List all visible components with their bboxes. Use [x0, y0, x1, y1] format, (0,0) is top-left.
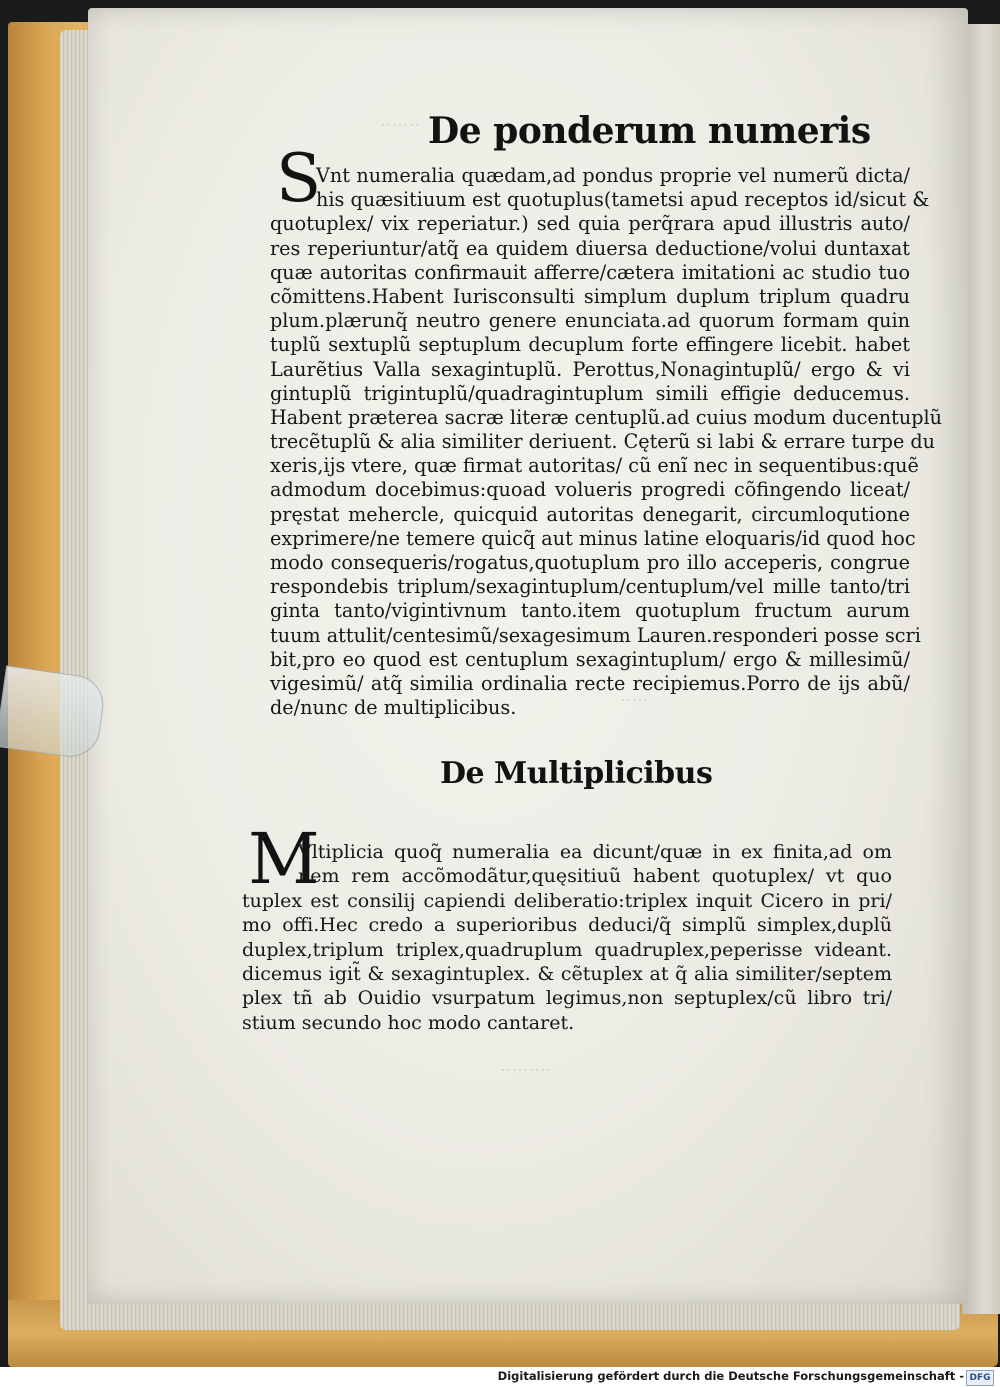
text-line: cõmittens.Habent Iurisconsulti simplum duplum triplum quadru: [270, 284, 910, 308]
show-through-text: ·····: [620, 690, 649, 711]
text-line: duplex,triplum triplex,quadruplum quadruplex,peperisse videant.: [242, 938, 892, 961]
dfg-logo-icon: DFG: [966, 1370, 994, 1386]
text-line: res reperiuntur/atq̃ ea quidem diuersa deductione/volui duntaxat: [270, 236, 910, 260]
text-line: pręstat mehercle, quicquid autoritas denegarit, circumloqutione: [270, 502, 910, 526]
digitization-footer: [0, 1367, 1000, 1387]
text-line: nem rem accõmodãtur,quęsitiuũ habent quotuplex/ vt quo: [298, 865, 892, 888]
text-line: bit,pro eo quod est centuplum sexagintuplum/ ergo & millesimũ/: [270, 647, 910, 671]
text-line: trecẽtuplũ & alia similiter deriuent. Cęterũ si labi & errare turpe du: [270, 430, 936, 454]
text-line: stium secundo hoc modo cantaret.: [242, 1011, 575, 1034]
text-line: his quæsitiuum est quotuplus(tametsi apud receptos id/sicut &: [316, 188, 930, 212]
text-line: xeris,ijs vtere, quæ firmat autoritas/ cũ enĩ nec in sequentibus:quẽ: [270, 454, 919, 478]
text-line: tuplex est consilij capiendi deliberatio:triplex inquit Cicero in pri/: [242, 889, 892, 912]
drop-capital: M: [248, 818, 320, 900]
text-line: mo offi.Hec credo a superioribus deduci/q̃ simplũ simplex,duplũ: [242, 914, 892, 937]
text-line: quæ autoritas confirmauit afferre/cætera imitationi ac studio tuo: [270, 260, 910, 284]
text-line: plex tñ ab Ouidio vsurpatum legimus,non septuplex/cũ libro tri/: [242, 987, 892, 1010]
text-line: Habent præterea sacræ literæ centuplũ.ad cuius modum ducentuplũ: [270, 405, 942, 429]
text-line: respondebis triplum/sexagintuplum/centuplum/vel mille tanto/tri: [270, 575, 910, 599]
text-line: ginta tanto/vigintivnum tanto.item quotuplum fructum aurum: [270, 599, 910, 623]
text-line: admodum docebimus:quoad volueris progredi cõfingendo liceat/: [270, 478, 910, 502]
drop-capital: S: [276, 140, 322, 217]
text-line: quotuplex/ vix reperiatur.) sed quia perq̃rara apud illustris auto/: [270, 212, 910, 236]
text-line: plum.plærunq̃ neutro genere enunciata.ad quorum formam quin: [270, 309, 910, 333]
show-through-text: ·······: [380, 115, 421, 136]
text-block-multiplicibus: [242, 840, 892, 1035]
text-line: Vltiplicia quoq̃ numeralia ea dicunt/quæ in ex finita,ad om: [298, 841, 892, 863]
text-line: gintuplũ trigintuplũ/quadragintuplum simili effigie deducemus.: [270, 381, 910, 405]
section-heading-multiplicibus: De Multiplicibus: [440, 756, 713, 791]
text-line: de/nunc de multiplicibus.: [270, 696, 517, 720]
text-line: tuplũ sextuplũ septuplum decuplum forte effingere licebit. habet: [270, 333, 910, 357]
text-line: dicemus igit̃ & sexagintuplex. & cẽtuplex at q̃ alia similiter/septem: [242, 962, 892, 985]
text-line: Vnt numeralia quædam,ad pondus proprie vel numerũ dicta/: [316, 164, 910, 187]
text-line: tuum attulit/centesimũ/sexagesimum Lauren.responderi posse scri: [270, 623, 921, 647]
text-line: vigesimũ/ atq̃ similia ordinalia recte recipiemus.Porro de ijs abũ/: [270, 671, 910, 695]
footer-credit-text: Digitalisierung gefördert durch die Deutsche Forschungsgemeinschaft -: [497, 1369, 964, 1383]
text-block-ponderum: [270, 164, 942, 720]
show-through-text: ·········: [500, 1060, 552, 1081]
section-heading-ponderum: De ponderum numeris: [428, 110, 871, 152]
text-line: exprimere/ne temere quicq̃ aut minus latine eloquaris/id quod hoc: [270, 526, 916, 550]
text-line: modo consequeris/rogatus,quotuplum pro illo acceperis, congrue: [270, 551, 910, 574]
text-line: Laurẽtius Valla sexagintuplũ. Perottus,Nonagintuplũ/ ergo & vi: [270, 357, 910, 381]
